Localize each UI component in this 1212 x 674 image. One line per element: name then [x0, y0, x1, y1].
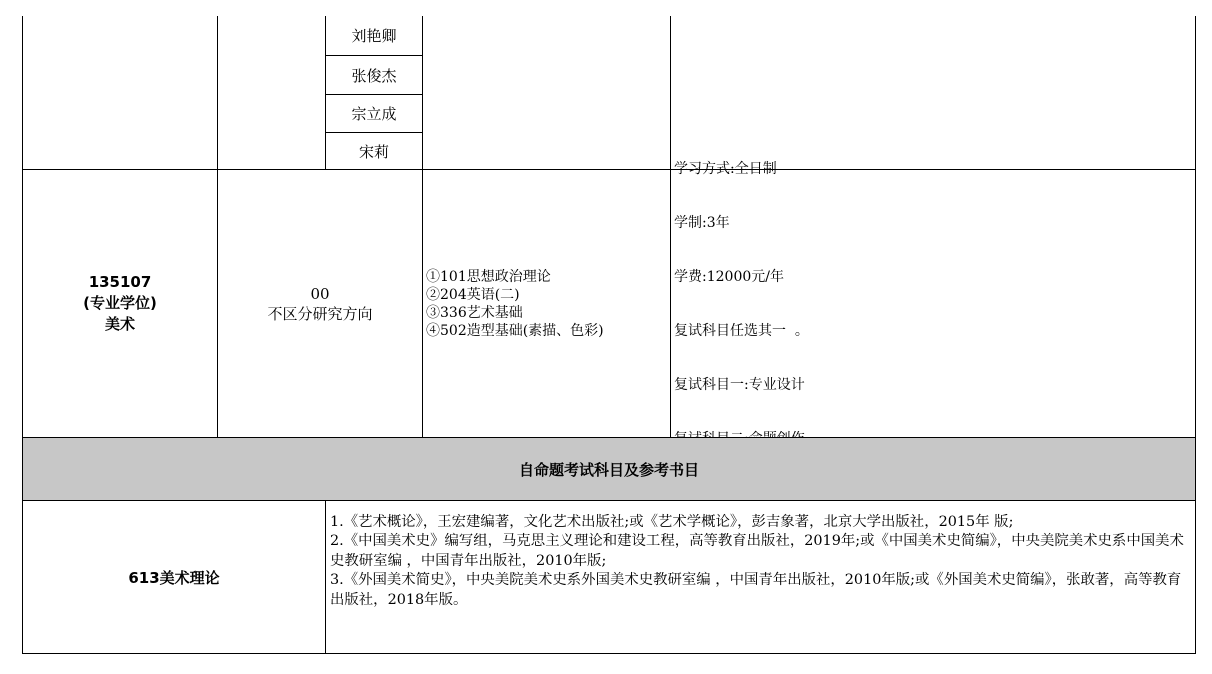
major-name: 美术: [104, 315, 135, 333]
divider-exam: [422, 16, 423, 437]
name-text: 刘艳卿: [351, 27, 397, 45]
major-cell: [23, 170, 217, 437]
name-cell: [326, 133, 422, 169]
name-cell: [326, 16, 422, 55]
name-text: 张俊杰: [351, 66, 397, 85]
section-title: 自命题考试科目及参考书目: [518, 460, 699, 479]
note-item: 学费:12000元/年: [674, 268, 784, 285]
section-banner: [23, 438, 1195, 500]
name-text: 宗立成: [351, 105, 397, 123]
exam-subject-list: [426, 268, 604, 340]
exam-subject-cell: [23, 501, 325, 653]
major-degree-type: (专业学位): [83, 294, 157, 312]
name-cell: [326, 56, 422, 94]
exam-subject-item: ①101思想政治理论: [426, 268, 551, 285]
note-item: 复试科目任选其一 。: [674, 322, 809, 339]
exam-subjects-cell: [426, 170, 669, 437]
border-right: [1195, 16, 1196, 654]
exam-subject-item: ③336艺术基础: [426, 304, 523, 321]
note-item: 学制:3年: [674, 214, 730, 231]
note-item: 复试科目一:专业设计: [674, 376, 805, 393]
notes-cell: [674, 160, 1194, 437]
direction-name: 不区分研究方向: [267, 304, 373, 323]
name-cell: [326, 95, 422, 132]
major-code: 135107: [88, 273, 152, 291]
border-bottom: [22, 653, 1196, 654]
direction-code: 00: [310, 284, 330, 303]
reference-book-item: 3.《外国美术简史》，中央美院美术史系外国美术史教研室编 ，中国青年出版社，2010年版;或《外国美术史简编》，张敢著，高等教育出版社，2018年版。: [330, 572, 1182, 608]
name-text: 宋莉: [358, 142, 389, 161]
notes-list: [674, 124, 809, 484]
direction-cell: [218, 170, 422, 437]
exam-subject-item: ②204英语(二): [426, 286, 520, 303]
reference-book-item: 2.《中国美术史》编写组，马克思主义理论和建设工程，高等教育出版社，2019年;或《中国美术史简编》，中央美院美术史系中国美术史教研室编 ，中国青年出版社，2010年版;: [330, 533, 1184, 569]
reference-book-item: 1.《艺术概论》，王宏建编著，文化艺术出版社;或《艺术学概论》，彭吉象著，北京大学出版社，2015年 版;: [330, 514, 1014, 530]
exam-subject-item: ④502造型基础(素描、色彩): [426, 322, 604, 339]
exam-subject-name: 613美术理论: [128, 568, 220, 587]
reference-books-cell: [326, 501, 1195, 653]
divider-notes: [670, 16, 671, 437]
note-item: 学习方式:全日制: [674, 160, 777, 177]
